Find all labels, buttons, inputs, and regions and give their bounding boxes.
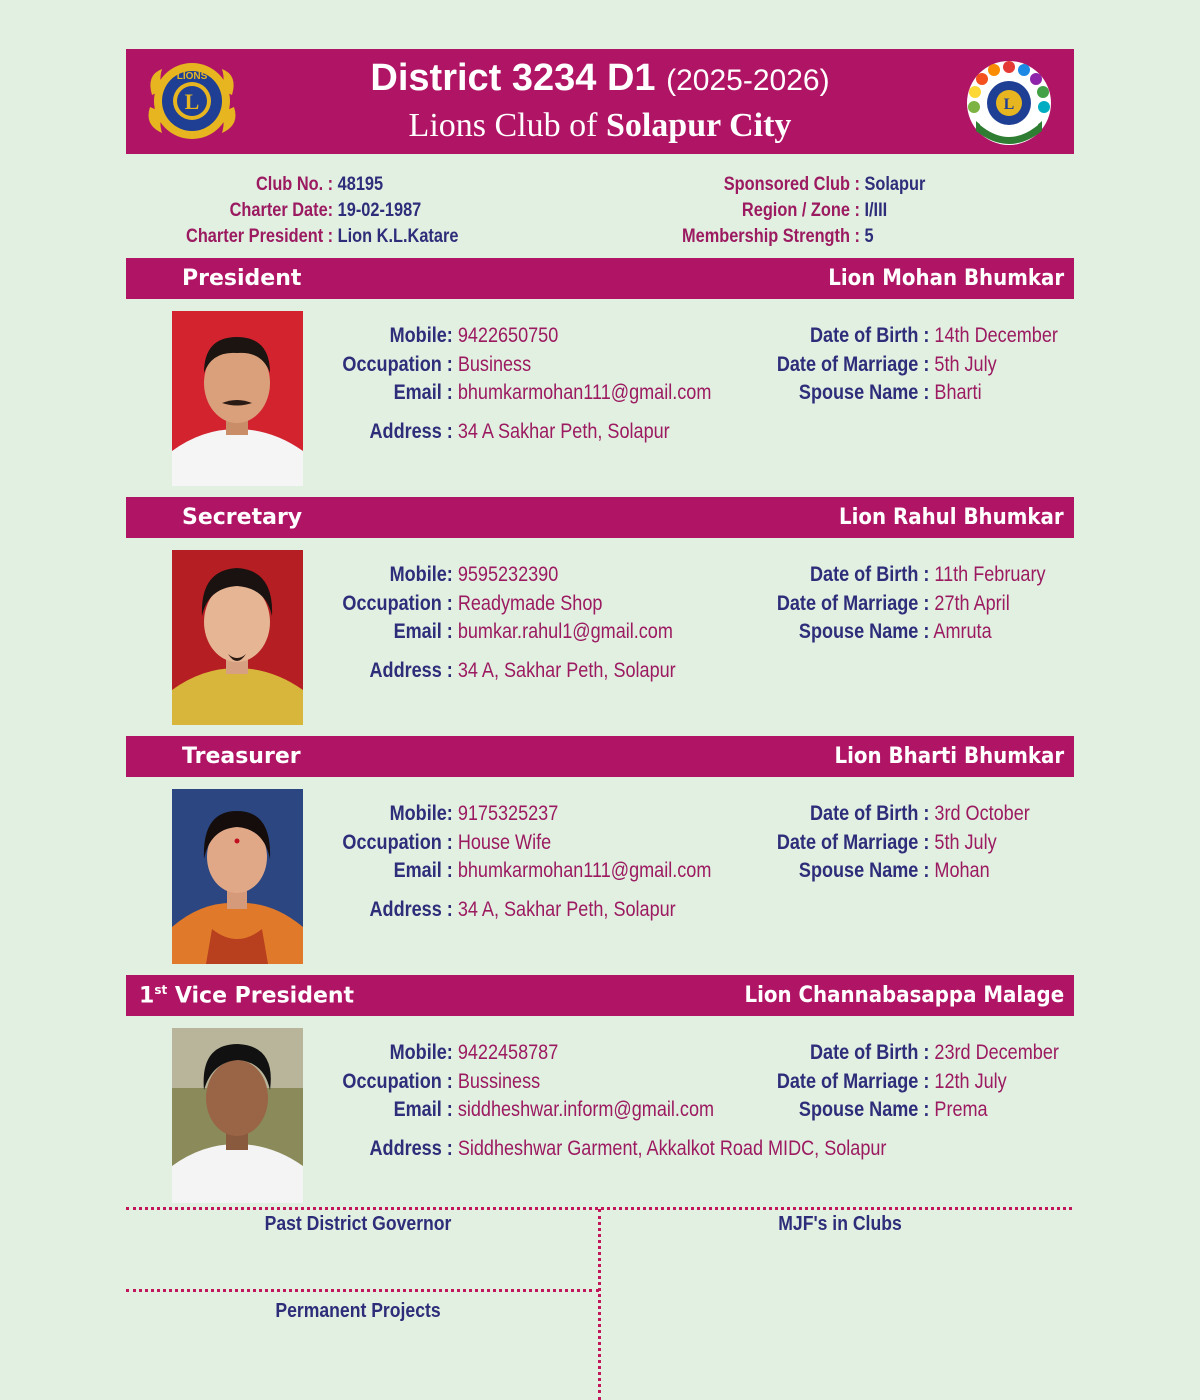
dob-value: 3rd October [934, 802, 1030, 825]
mobile-label: Mobile: [389, 802, 453, 825]
vice-president-photo [172, 1028, 303, 1203]
email-label: Email : [393, 859, 453, 882]
officer-role: President [182, 266, 302, 291]
dob-label: Date of Birth : [809, 1041, 930, 1064]
address-value: Siddheshwar Garment, Akkalkot Road MIDC, Solapur [457, 1136, 887, 1160]
address-label: Address : [369, 658, 453, 682]
address-value: 34 A Sakhar Peth, Solapur [457, 419, 670, 443]
officer-role: 1st Vice President [139, 983, 355, 1009]
spouse-value: Mohan [934, 859, 990, 882]
email-value: bumkar.rahul1@gmail.com [457, 620, 673, 643]
secretary-photo [172, 550, 303, 725]
secretary-details-left [341, 561, 676, 685]
dom-label: Date of Marriage : [776, 1069, 930, 1093]
region-zone-row [663, 198, 925, 224]
occupation-value: Business [457, 352, 532, 376]
officer-name: Lion Bharti Bhumkar [834, 744, 1064, 769]
club-title: Lions Club of Solapur City [408, 107, 792, 144]
dom-label: Date of Marriage : [776, 830, 930, 854]
dob-value: 23rd December [934, 1041, 1059, 1064]
region-zone-label: Region / Zone : [741, 200, 860, 221]
mobile-value: 9595232390 [457, 563, 559, 586]
email-value: bhumkarmohan111@gmail.com [457, 859, 712, 882]
membership-strength-value: 5 [864, 226, 874, 247]
treasurer-bar [126, 736, 1074, 777]
mobile-label: Mobile: [389, 1041, 453, 1064]
club-no-label: Club No. : [255, 174, 334, 195]
spouse-value: Amruta [933, 620, 992, 643]
spouse-value: Prema [934, 1098, 988, 1121]
charter-date-value: 19-02-1987 [337, 200, 422, 221]
mobile-value: 9422458787 [457, 1041, 559, 1064]
mjf-heading: MJF's in Clubs [778, 1213, 902, 1235]
mobile-value: 9175325237 [457, 802, 559, 825]
club-info-right [663, 172, 925, 250]
district-title: District 3234 D1 (2025-2026) [370, 57, 830, 99]
permanent-projects-heading: Permanent Projects [275, 1300, 441, 1322]
email-label: Email : [393, 1098, 453, 1121]
dom-label: Date of Marriage : [776, 352, 930, 376]
address-label: Address : [369, 1136, 453, 1160]
spouse-value: Bharti [934, 381, 982, 404]
president-details-right [772, 322, 1058, 408]
mobile-value: 9422650750 [457, 324, 559, 347]
president-details-left [341, 322, 711, 446]
occupation-value: Bussiness [457, 1069, 541, 1093]
club-city: Solapur City [605, 107, 792, 144]
sponsored-club-row [663, 172, 925, 198]
sponsored-club-label: Sponsored Club : [723, 174, 860, 195]
mobile-label: Mobile: [389, 324, 453, 347]
region-zone-value: I/III [864, 200, 888, 221]
header-banner [126, 49, 1074, 154]
membership-strength-label: Membership Strength : [682, 226, 860, 247]
dom-value: 5th July [934, 830, 997, 854]
membership-strength-row [663, 224, 925, 250]
occupation-label: Occupation : [342, 591, 453, 615]
dom-label: Date of Marriage : [776, 591, 930, 615]
president-photo [172, 311, 303, 486]
treasurer-details-left [341, 800, 711, 924]
spouse-label: Spouse Name : [798, 1098, 930, 1121]
occupation-value: Readymade Shop [457, 591, 603, 615]
officer-role: Treasurer [182, 744, 301, 769]
email-value: siddheshwar.inform@gmail.com [457, 1098, 715, 1121]
address-value: 34 A, Sakhar Peth, Solapur [457, 897, 676, 921]
secretary-bar [126, 497, 1074, 538]
spouse-label: Spouse Name : [798, 620, 930, 643]
dob-label: Date of Birth : [809, 324, 930, 347]
charter-president-label: Charter President : [186, 226, 334, 247]
footer-divider-vertical [598, 1209, 601, 1400]
occupation-label: Occupation : [342, 830, 453, 854]
svg-text:L: L [184, 89, 200, 114]
treasurer-photo [172, 789, 303, 964]
footer-divider-middle [126, 1289, 599, 1292]
dob-value: 14th December [934, 324, 1058, 347]
spouse-label: Spouse Name : [798, 859, 930, 882]
officer-name: Lion Mohan Bhumkar [828, 266, 1064, 291]
vice-president-bar [126, 975, 1074, 1016]
president-bar [126, 258, 1074, 299]
dob-label: Date of Birth : [809, 802, 930, 825]
address-label: Address : [369, 897, 453, 921]
occupation-value: House Wife [457, 830, 552, 854]
sponsored-club-value: Solapur [864, 174, 926, 195]
address-label: Address : [369, 419, 453, 443]
svg-text:LIONS: LIONS [176, 71, 208, 82]
dom-value: 27th April [934, 591, 1010, 615]
address-value: 34 A, Sakhar Peth, Solapur [457, 658, 676, 682]
spouse-label: Spouse Name : [798, 381, 930, 404]
officer-name: Lion Rahul Bhumkar [839, 505, 1064, 530]
charter-president-row [168, 224, 458, 250]
past-district-governor-heading: Past District Governor [264, 1213, 452, 1235]
dom-value: 12th July [934, 1069, 1007, 1093]
occupation-label: Occupation : [342, 352, 453, 376]
dom-value: 5th July [934, 352, 997, 376]
occupation-label: Occupation : [342, 1069, 453, 1093]
charter-date-row [168, 198, 458, 224]
lead-to-win-logo-icon [962, 59, 1056, 149]
svg-text:L: L [1003, 96, 1015, 113]
charter-president-value: Lion K.L.Katare [337, 226, 459, 247]
mobile-label: Mobile: [389, 563, 453, 586]
email-label: Email : [393, 381, 453, 404]
year-range: (2025-2026) [666, 64, 830, 97]
dob-label: Date of Birth : [809, 563, 930, 586]
secretary-details-right [772, 561, 1046, 647]
email-value: bhumkarmohan111@gmail.com [457, 381, 712, 404]
dob-value: 11th February [934, 563, 1046, 586]
club-no-value: 48195 [337, 174, 384, 195]
email-label: Email : [393, 620, 453, 643]
club-no-row [168, 172, 458, 198]
officer-name: Lion Channabasappa Malage [744, 983, 1064, 1008]
vice-president-details-right [772, 1039, 1059, 1125]
treasurer-details-right [772, 800, 1030, 886]
officer-role: Secretary [182, 505, 303, 530]
club-info-left [168, 172, 458, 250]
charter-date-label: Charter Date: [229, 200, 334, 221]
